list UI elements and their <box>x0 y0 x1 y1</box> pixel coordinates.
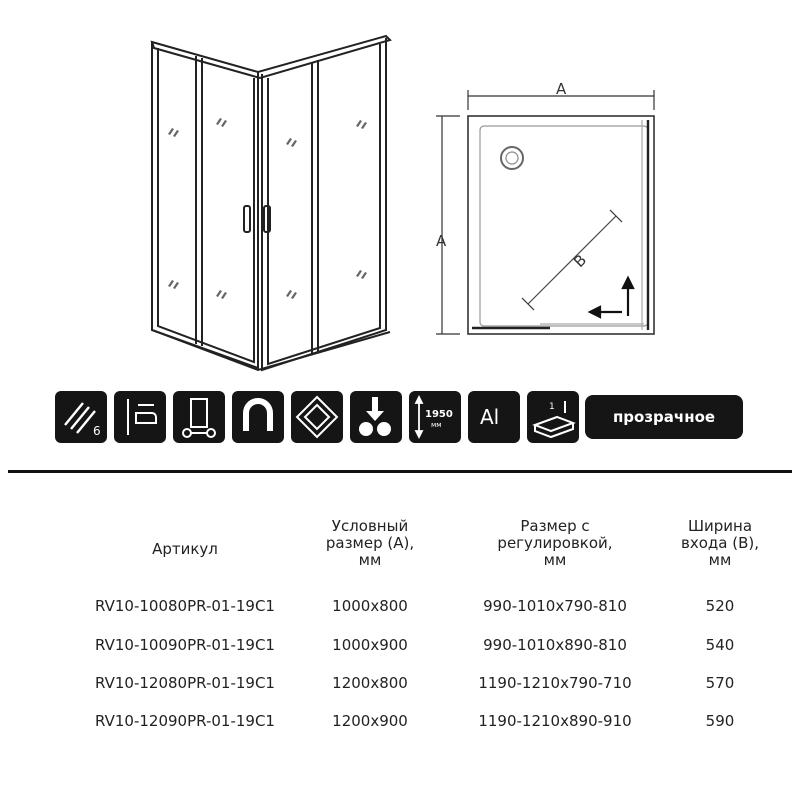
reversible-install-icon <box>291 391 343 443</box>
header-nominal-size <box>305 518 435 569</box>
glass-type-badge: прозрачное <box>585 395 743 439</box>
tray-height-label: 1 <box>549 402 555 412</box>
section-divider <box>8 470 792 473</box>
header-entry-width-line1: Ширина <box>687 517 753 535</box>
header-nominal-size-line2: размер (А), <box>325 534 415 552</box>
header-article <box>130 541 240 558</box>
tray-height-icon <box>527 391 579 443</box>
dimension-a-left-label: A <box>436 232 447 250</box>
header-entry-width-line3: мм <box>708 551 732 569</box>
header-entry-width-line2: входа (В), <box>681 534 759 552</box>
header-adjustment-size <box>465 518 645 569</box>
cell-adjustment-size: 990-1010x790-810 <box>483 597 627 615</box>
cell-entry-width: 590 <box>705 712 735 730</box>
plan-view-diagram <box>430 80 670 350</box>
glass-thickness-icon <box>55 391 107 443</box>
cell-article: RV10-12080PR-01-19C1 <box>95 674 275 692</box>
glass-thickness-label: 6 <box>93 424 101 438</box>
cell-article: RV10-10080PR-01-19C1 <box>95 597 275 615</box>
roller-mechanism-icon <box>173 391 225 443</box>
cell-adjustment-size: 1190-1210x790-710 <box>478 674 632 692</box>
cell-article: RV10-12090PR-01-19C1 <box>95 712 275 730</box>
shower-enclosure-drawing <box>140 30 400 380</box>
cell-nominal-size: 1000x800 <box>332 597 408 615</box>
dimension-b-label: B <box>570 250 591 272</box>
aluminium-label: Al <box>480 405 500 429</box>
cell-nominal-size: 1200x800 <box>332 674 408 692</box>
header-entry-width <box>655 518 785 569</box>
magnetic-seal-icon <box>232 391 284 443</box>
header-adjustment-line3: мм <box>543 551 567 569</box>
easy-clean-icon <box>114 391 166 443</box>
cell-entry-width: 540 <box>705 636 735 654</box>
header-adjustment-line1: Размер с <box>520 517 590 535</box>
cell-nominal-size: 1000x900 <box>332 636 408 654</box>
header-adjustment-line2: регулировкой, <box>497 534 613 552</box>
dimension-a-top-label: A <box>556 80 567 98</box>
header-article-text: Артикул <box>152 540 218 558</box>
cell-adjustment-size: 990-1010x890-810 <box>483 636 627 654</box>
header-nominal-size-line1: Условный <box>331 517 409 535</box>
aluminium-profile-icon <box>468 391 520 443</box>
height-value-label: 1950 <box>425 409 453 420</box>
height-icon <box>409 391 461 443</box>
cell-article: RV10-10090PR-01-19C1 <box>95 636 275 654</box>
height-unit-label: мм <box>431 421 442 429</box>
cell-nominal-size: 1200x900 <box>332 712 408 730</box>
cell-entry-width: 520 <box>705 597 735 615</box>
header-nominal-size-line3: мм <box>358 551 382 569</box>
tray-not-included-icon <box>350 391 402 443</box>
cell-entry-width: 570 <box>705 674 735 692</box>
cell-adjustment-size: 1190-1210x890-910 <box>478 712 632 730</box>
